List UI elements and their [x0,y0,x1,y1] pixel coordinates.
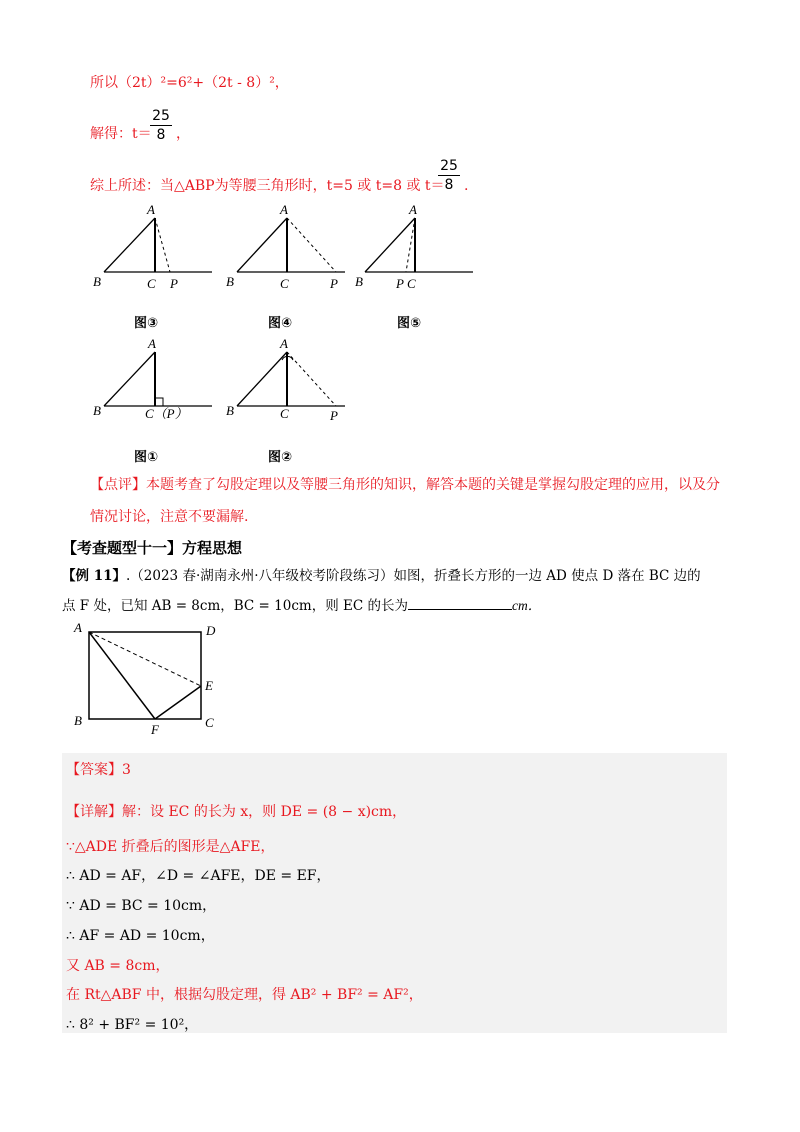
label-a: A [148,336,156,351]
example-tag: 【例 11】 [62,568,126,584]
numerator: 25 [152,108,170,124]
rect-label-c: C [205,715,214,730]
solution-line-2: ∵△ADE 折叠后的图形是△AFE， [66,839,275,855]
label-pc: P C [396,276,416,291]
numerator: 25 [440,158,458,174]
label-p: P [170,276,178,291]
figure-4-diagram [226,202,345,291]
label-c: C [280,406,289,421]
solution-line-4: ∵ AD = BC = 10cm， [66,898,217,914]
solution-line-3: ∴ AD = AF，∠D = ∠AFE，DE = EF， [66,868,331,884]
label-a: A [280,336,288,351]
rect-label-e: E [205,678,213,693]
example-unit: cm． [511,598,542,613]
section-title: 【考查题型十一】方程思想 [62,539,243,557]
solution-line-5: ∴ AF = AD = 10cm， [66,928,215,944]
fraction-25-8 [150,108,172,143]
solve-line [90,124,152,144]
figure-5-diagram [355,202,473,291]
label-a: A [409,202,417,217]
solve-suffix: ， [176,126,190,142]
comment-text-1: 本题考查了勾股定理以及等腰三角形的知识，解答本题的关键是掌握勾股定理的应用，以及分 [146,477,720,493]
label-a: A [147,202,155,217]
label-a: A [280,202,288,217]
comment-tag: 【点评】 [90,477,146,493]
rectangle-figure [60,615,240,740]
rect-label-d: D [206,623,216,638]
solution-tag: 【详解】 [66,804,122,820]
solution-text-1: 解：设 EC 的长为 x，则 DE = (8 − x)cm， [122,804,407,820]
label-p: P [330,276,338,291]
label-c: C [147,276,156,291]
equation-line: 所以（2t）²=6²+（2t - 8）²， [90,75,289,91]
solve-prefix: 解得：t＝ [90,126,152,142]
denominator: 8 [156,127,166,143]
example-line-2 [62,595,541,616]
summary-line: 综上所述：当△ABP为等腰三角形时，t=5 或 t=8 或 t＝ [90,178,445,194]
answer-tag: 【答案】 [66,762,122,778]
figure-2-diagram [226,336,345,423]
fraction-25-8-b [438,158,460,193]
caption-fig2: 图② [268,450,293,465]
rect-label-b: B [74,713,82,728]
solution-line-8: ∴ 8² + BF² = 10²， [66,1017,199,1033]
denominator: 8 [444,177,454,193]
caption-fig4: 图④ [268,316,293,331]
label-c: C [280,276,289,291]
label-b: B [93,403,101,418]
rect-label-a: A [74,620,82,635]
rect-label-f: F [151,722,159,737]
label-b: B [226,403,234,418]
example-text-2: 点 F 处，已知 AB = 8cm，BC = 10cm，则 EC 的长为 [62,598,408,614]
comment-line-2: 情况讨论，注意不要漏解. [90,509,249,525]
caption-fig5: 图⑤ [397,316,422,331]
label-b: B [226,274,234,289]
example-text-1: .（2023 春·湖南永州·八年级校考阶段练习）如图，折叠长方形的一边 AD 使点 D 落在 BC 边的 [126,568,701,584]
solution-line-6: 又 AB = 8cm， [66,958,170,974]
caption-fig3: 图③ [134,316,159,331]
label-cp: C（P） [145,406,188,421]
comment-line-1 [90,475,720,495]
label-p: P [330,408,338,423]
figure-1-diagram [93,336,212,421]
summary-suffix: . [464,178,469,194]
answer-value: 3 [122,762,131,778]
example-line-1 [62,566,701,586]
triangle-figures [0,195,500,470]
label-b: B [355,274,363,289]
solution-line-1 [66,802,406,822]
label-b: B [93,274,101,289]
caption-fig1: 图① [134,450,159,465]
answer-blank [408,595,512,610]
figure-3-diagram [93,202,212,291]
answer-line [66,760,131,780]
solution-line-7: 在 Rt△ABF 中，根据勾股定理，得 AB² + BF² = AF²， [66,987,423,1003]
